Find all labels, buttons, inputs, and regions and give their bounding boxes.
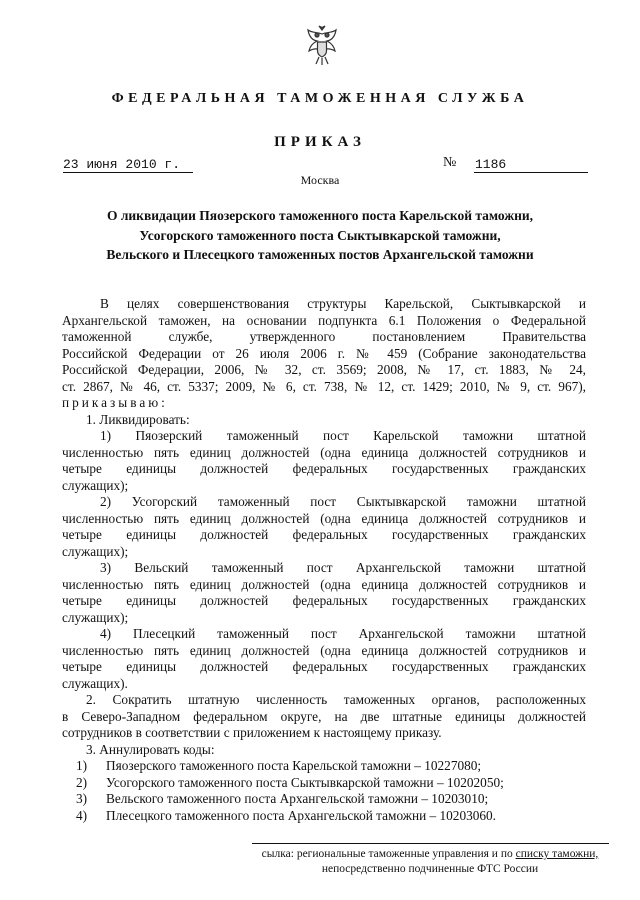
code-item <box>62 791 586 808</box>
code-text: Вельского таможенного поста Архангельской таможни – 10203010; <box>106 791 489 806</box>
code-item <box>62 758 586 775</box>
distribution-text: сылка: региональные таможенные управления и по <box>261 848 516 860</box>
agency-name: ФЕДЕРАЛЬНАЯ ТАМОЖЕННАЯ СЛУЖБА <box>111 91 529 106</box>
subitem-line: численностью пять единиц должностей (одна единица должностей сотрудников и <box>62 510 586 526</box>
document-type-title: ПРИКАЗ <box>274 134 366 150</box>
code-number: 1) <box>76 758 88 773</box>
preamble-line: В целях совершенствования структуры Карельской, Сыктывкарской и <box>100 296 586 311</box>
order-number: 1186 <box>475 157 507 172</box>
subitem-line: 1) Пяозерский таможенный пост Карельской таможни штатной <box>100 428 586 443</box>
code-text: Плесецкого таможенного поста Архангельской таможни – 10203060. <box>106 807 497 823</box>
subitem-line: четыре единицы должностей федеральных государственных гражданских <box>62 527 586 542</box>
subitem-line: численностью пять единиц должностей (одна единица должностей сотрудников и <box>62 444 586 460</box>
subitem-line: служащих). <box>62 675 128 691</box>
code-item <box>62 808 586 825</box>
subitem-line: численностью пять единиц должностей (одна единица должностей сотрудников и <box>62 642 586 658</box>
code-number: 3) <box>76 791 88 806</box>
preamble-line: Российской Федерации, 2006, № 32, ст. 3569; 2008, № 17, ст. 1883, № 24, <box>62 362 586 377</box>
subject-line: Вельского и Плесецкого таможенных постов Архангельской таможни <box>106 247 534 262</box>
preamble-line: таможенной службе, утвержденного постановлением Правительства <box>62 329 586 344</box>
code-text: Усогорского таможенного поста Сыктывкарской таможни – 10202050; <box>106 774 504 790</box>
distribution-list-text: списку таможни, <box>515 848 599 860</box>
item-2-line: сотрудников в соответствии с приложением к настоящему приказу. <box>62 725 442 740</box>
subitem-line: четыре единицы должностей федеральных государственных гражданских <box>62 461 586 476</box>
subject-line: Усогорского таможенного поста Сыктывкарской таможни, <box>139 227 501 243</box>
code-text: Пяозерского таможенного поста Карельской таможни – 10227080; <box>106 758 482 773</box>
subitem-line: 4) Плесецкий таможенный пост Архангельской таможни штатной <box>100 626 586 641</box>
code-number: 4) <box>76 807 88 823</box>
city-label: Москва <box>300 173 340 187</box>
item-1-heading: 1. Ликвидировать: <box>86 411 190 427</box>
item-3-heading: 3. Аннулировать коды: <box>86 741 215 757</box>
subitem-line: 3) Вельский таможенный пост Архангельской таможни штатной <box>100 560 586 575</box>
order-date: 23 июня 2010 г. <box>63 157 181 172</box>
subitem-line: 2) Усогорский таможенный пост Сыктывкарской таможни штатной <box>100 494 586 509</box>
item-2-line: 2. Сократить штатную численность таможенных органов, расположенных <box>86 692 586 707</box>
code-number: 2) <box>76 774 88 790</box>
distribution-line: непосредственно подчиненные ФТС России <box>321 863 539 875</box>
subitem-line: служащих); <box>62 477 129 493</box>
subitem-line: численностью пять единиц должностей (одна единица должностей сотрудников и <box>62 576 586 592</box>
subitem-line: четыре единицы должностей федеральных государственных гражданских <box>62 593 586 608</box>
number-label: № <box>443 155 457 170</box>
order-subject <box>60 206 580 265</box>
subitem-line: служащих); <box>62 543 129 559</box>
item-2-line: в Северо-Западном федеральном округе, на две штатные единицы должностей <box>62 708 586 724</box>
preamble-line: ст. 2867, № 46, ст. 5337; 2009, № 6, ст. 738, № 12, ст. 1429; 2010, № 9, ст. 967), <box>62 378 586 394</box>
coat-of-arms-emblem-icon <box>300 24 344 68</box>
subitem-line: служащих); <box>62 609 129 625</box>
distribution-note <box>240 847 620 877</box>
distribution-line <box>240 847 620 862</box>
code-item <box>62 775 586 792</box>
order-word: приказываю: <box>62 395 168 410</box>
order-body <box>62 296 586 824</box>
subject-line: О ликвидации Пяозерского таможенного поста Карельской таможни, <box>106 208 534 223</box>
subitem-line: четыре единицы должностей федеральных государственных гражданских <box>62 659 586 674</box>
footer-divider <box>252 843 609 844</box>
preamble-line: Архангельской таможен, на основании подпункта 6.1 Положения о Федеральной <box>62 312 586 328</box>
preamble-line: Российской Федерации от 26 июля 2006 г. № 459 (Собрание законодательства <box>62 345 586 361</box>
